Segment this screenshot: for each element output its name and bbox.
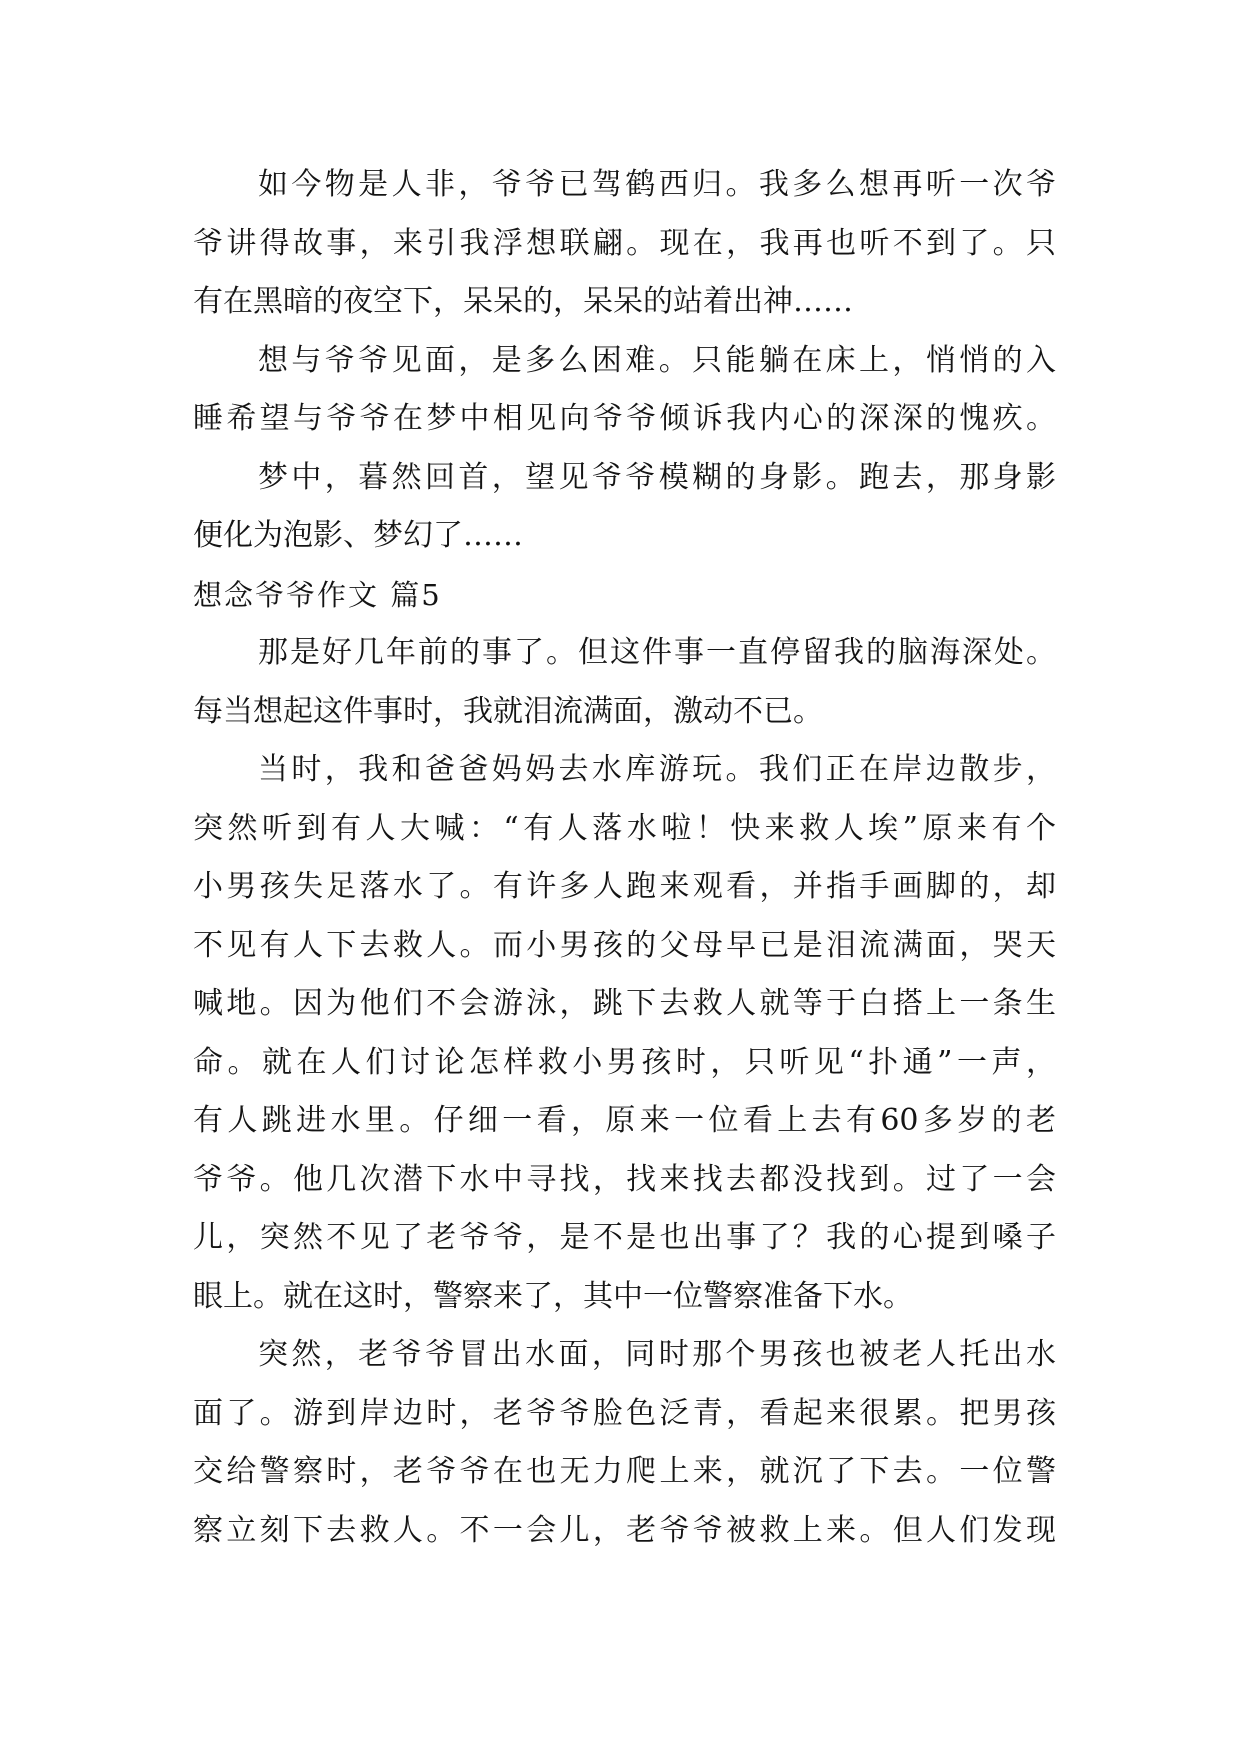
text-line: 便化为泡影、梦幻了…… xyxy=(193,518,523,553)
paragraph xyxy=(193,1326,1056,1560)
text-line: 突然听到有人大喊：“有人落水啦！快来救人埃”原来有个 xyxy=(193,810,1056,846)
text-line: 当时，我和爸爸妈妈去水库游玩。我们正在岸边散步， xyxy=(258,752,1056,787)
text-line: 喊地。因为他们不会游泳，跳下去救人就等于白搭上一条生 xyxy=(193,986,1056,1021)
text-line: 不见有人下去救人。而小男孩的父母早已是泪流满面，哭天 xyxy=(193,927,1056,963)
text-line: 察立刻下去救人。不一会儿，老爷爷被救上来。但人们发现 xyxy=(193,1512,1056,1548)
text-line: 睡希望与爷爷在梦中相见向爷爷倾诉我内心的深深的愧疚。 xyxy=(193,401,1056,436)
text-line: 突然，老爷爷冒出水面，同时那个男孩也被老人托出水 xyxy=(258,1337,1056,1372)
text-line: 有人跳进水里。仔细一看，原来一位看上去有60多岁的老 xyxy=(193,1103,1056,1138)
text-line: 梦中，暮然回首，望见爷爷模糊的身影。跑去，那身影 xyxy=(258,459,1056,495)
text-line: 眼上。就在这时，警察来了，其中一位警察准备下水。 xyxy=(193,1278,913,1314)
paragraph xyxy=(193,741,1056,1326)
text-line: 儿，突然不见了老爷爷，是不是也出事了？我的心提到嗓子 xyxy=(193,1220,1056,1255)
text-line: 爷爷。他几次潜下水中寻找，找来找去都没找到。过了一会 xyxy=(193,1161,1056,1197)
text-line: 如今物是人非，爷爷已驾鹤西归。我多么想再听一次爷 xyxy=(258,167,1056,202)
text-line: 面了。游到岸边时，老爷爷脸色泛青，看起来很累。把男孩 xyxy=(193,1395,1056,1431)
section-heading: 想念爷爷作文 篇5 xyxy=(193,577,442,612)
paragraph xyxy=(193,156,1056,332)
text-line: 命。就在人们讨论怎样救小男孩时，只听见“扑通”一声， xyxy=(193,1044,1056,1080)
body-text xyxy=(193,156,1056,1560)
text-line: 那是好几年前的事了。但这件事一直停留我的脑海深处。 xyxy=(258,635,1056,670)
text-line: 每当想起这件事时，我就泪流满面，激动不已。 xyxy=(193,693,823,729)
text-line: 爷讲得故事，来引我浮想联翩。现在，我再也听不到了。只 xyxy=(193,225,1056,261)
text-line: 有在黑暗的夜空下，呆呆的，呆呆的站着出神…… xyxy=(193,284,853,319)
paragraph xyxy=(193,449,1056,566)
text-line: 交给警察时，老爷爷在也无力爬上来，就沉了下去。一位警 xyxy=(193,1454,1056,1489)
paragraph xyxy=(193,624,1056,741)
paragraph xyxy=(193,332,1056,449)
text-line: 想与爷爷见面，是多么困难。只能躺在床上，悄悄的入 xyxy=(258,342,1056,378)
text-line: 小男孩失足落水了。有许多人跑来观看，并指手画脚的，却 xyxy=(193,869,1056,904)
